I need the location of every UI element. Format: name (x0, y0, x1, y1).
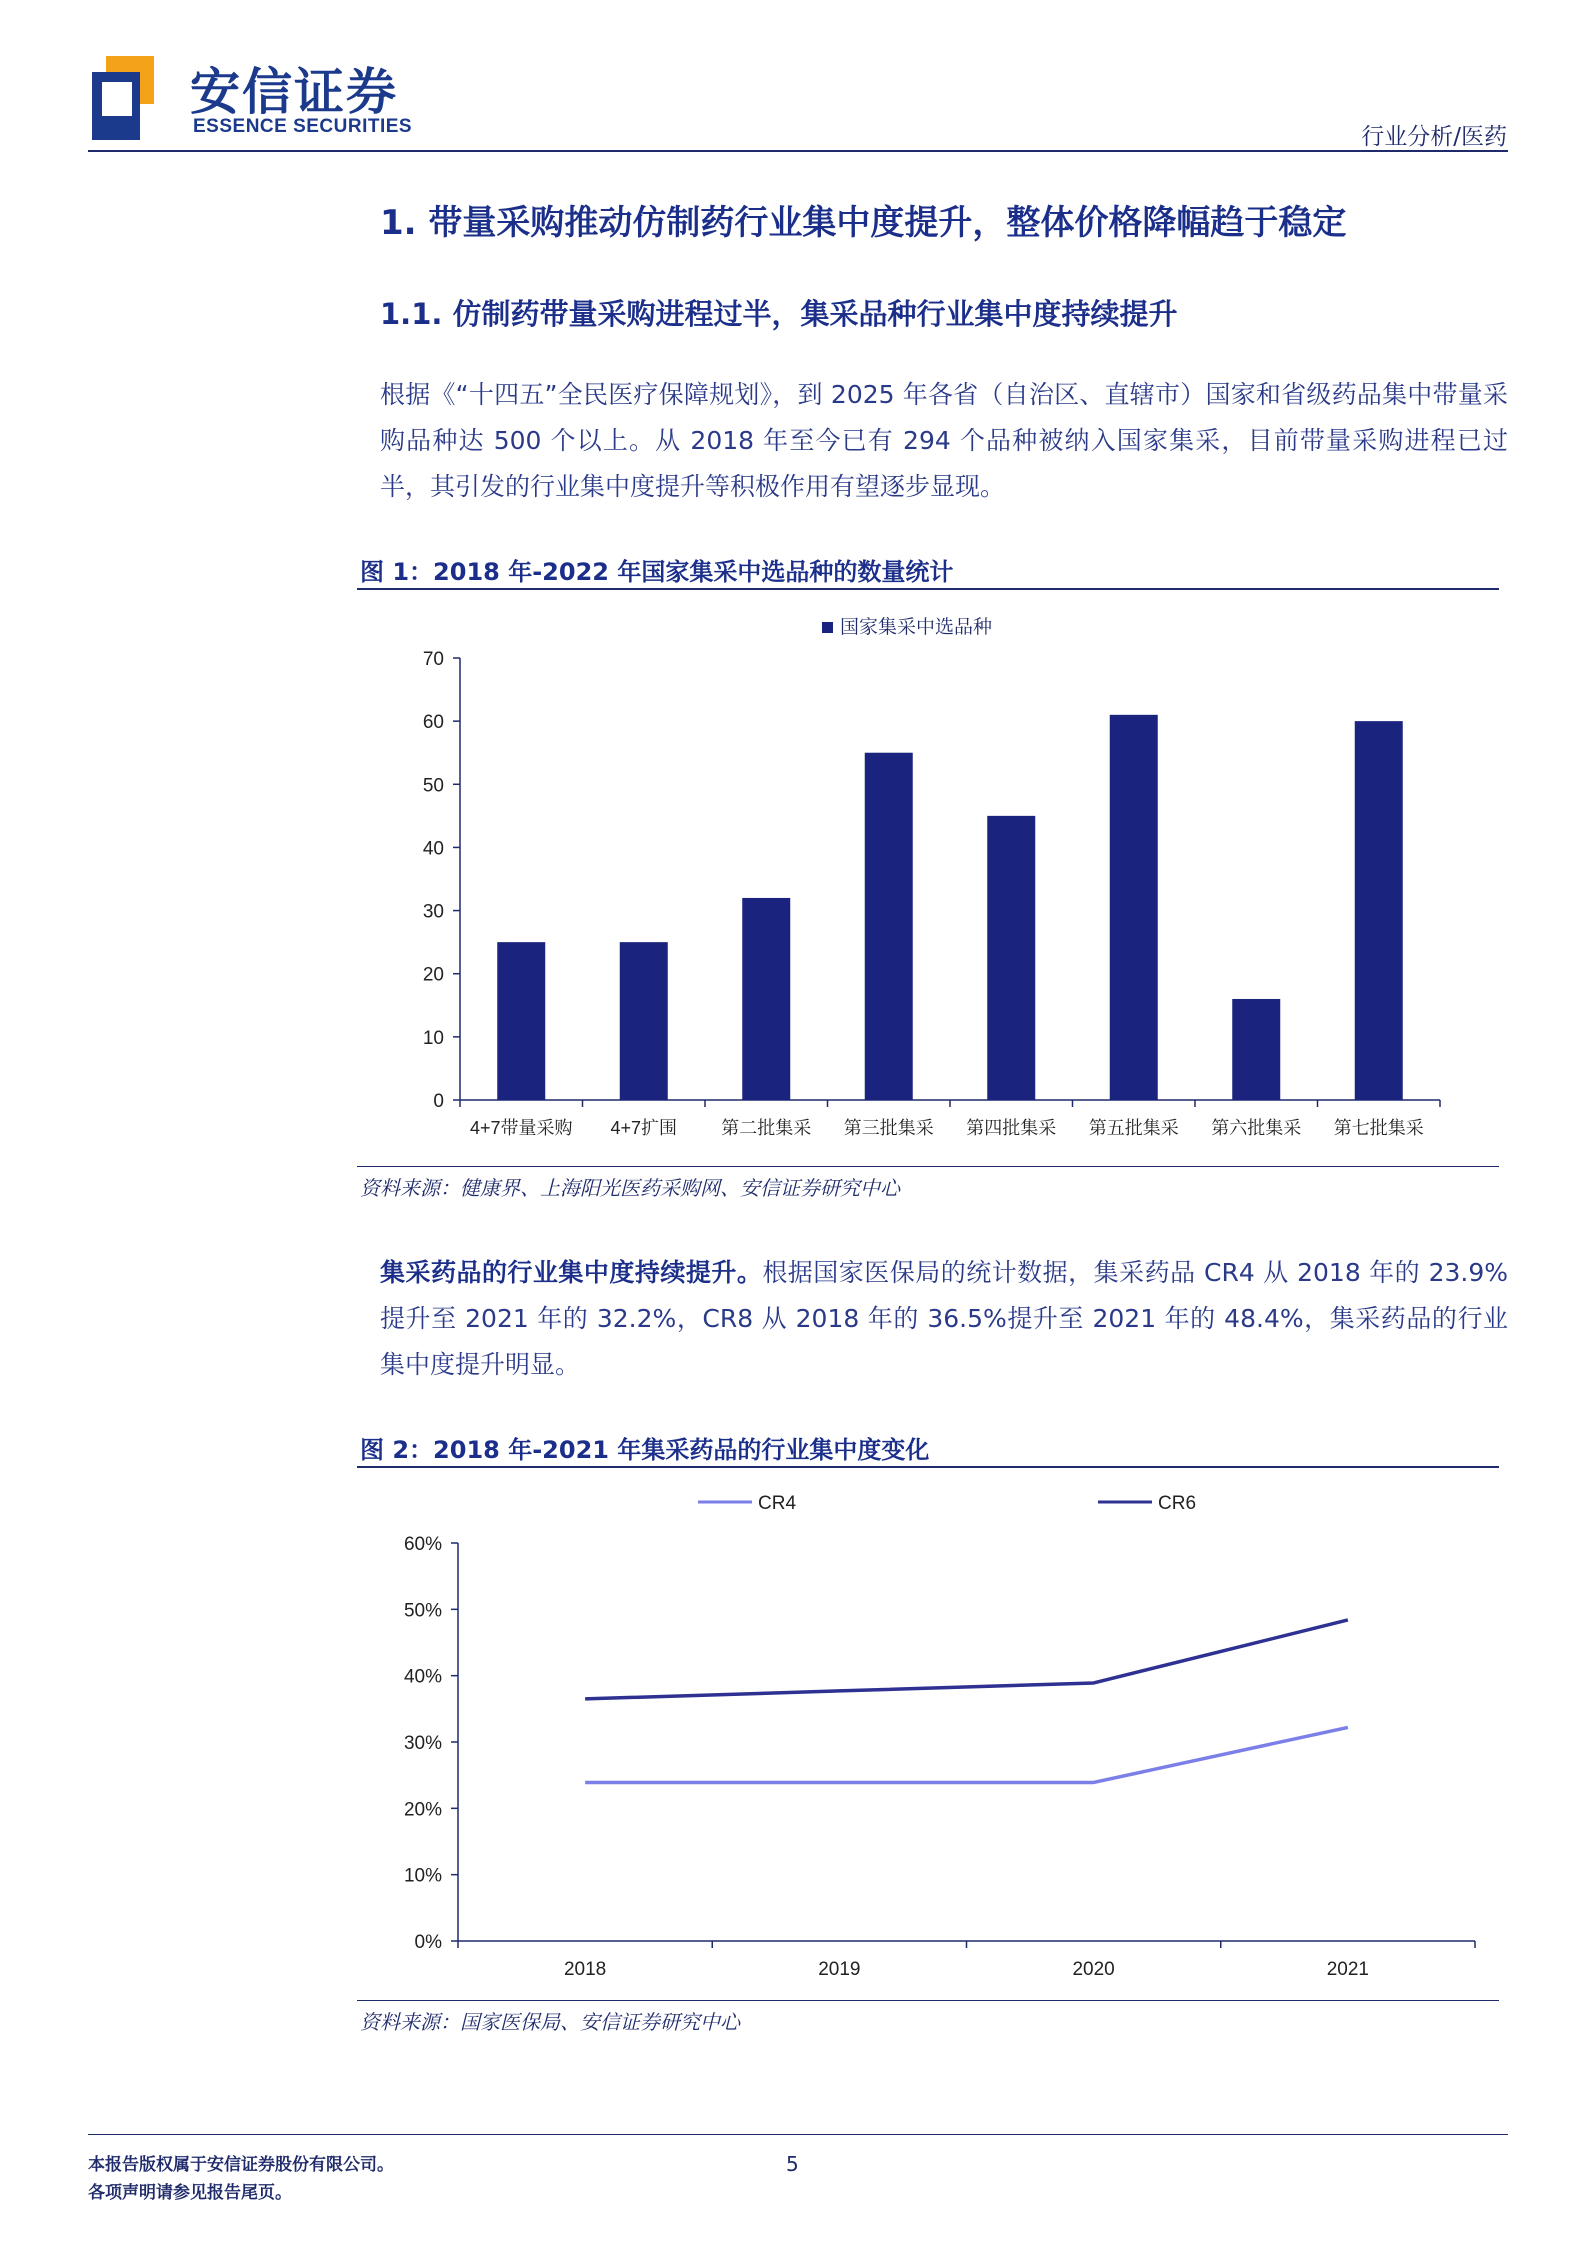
disclaimer-notice: 各项声明请参见报告尾页。 (88, 2183, 292, 2203)
page-number: 5 (786, 2152, 799, 2176)
line-chart (360, 1475, 1500, 1995)
legend-label: CR6 (1158, 1493, 1197, 1514)
x-tick-label: 2019 (818, 1959, 861, 1980)
bar (987, 816, 1035, 1100)
y-tick-label: 20 (422, 964, 444, 986)
concentration-paragraph (380, 1250, 1508, 1388)
section-heading: 1. 带量采购推动仿制药行业集中度提升，整体价格降幅趋于稳定 (380, 203, 1347, 243)
x-tick-label: 第六批集采 (1211, 1118, 1302, 1138)
bar (620, 942, 668, 1100)
figure1-caption: 图 1：2018 年-2022 年国家集采中选品种的数量统计 (360, 558, 954, 586)
x-tick-label: 第七批集采 (1333, 1118, 1424, 1138)
series-line-cr6 (585, 1620, 1348, 1699)
y-tick-label: 60 (422, 712, 444, 734)
footer-divider (88, 2134, 1508, 2135)
intro-paragraph: 根据《“十四五”全民医疗保障规划》，到 2025 年各省（自治区、直辖市）国家和省级药品集中带量采购品种达 500 个以上。从 2018 年至今已有 294 个品种被纳入国家集采，目前带量采购进程已过半，其引发的行业集中度提升等积极作用有望逐步显现。 (380, 380, 1508, 501)
y-tick-label: 40% (403, 1666, 442, 1688)
figure2-top-rule (357, 1466, 1499, 1468)
x-tick-label: 2021 (1326, 1959, 1370, 1980)
bar (865, 753, 913, 1100)
y-tick-label: 60% (403, 1534, 442, 1555)
header-divider (88, 150, 1508, 152)
logo-english-name: ESSENCE SECURITIES (193, 116, 413, 137)
y-tick-label: 0 (433, 1091, 444, 1112)
y-tick-label: 20% (403, 1799, 442, 1821)
x-tick-label: 4+7扩围 (610, 1118, 678, 1138)
company-logo-icon (92, 56, 154, 140)
logo-chinese-name: 安信证券 (190, 63, 398, 121)
figure2-bottom-rule (357, 2000, 1499, 2001)
x-tick-label: 第五批集采 (1088, 1118, 1179, 1138)
figure1-source: 资料来源：健康界、上海阳光医药采购网、安信证券研究中心 (360, 1176, 900, 1200)
figure1-top-rule (357, 588, 1499, 590)
y-tick-label: 30 (422, 901, 444, 923)
bar (1355, 721, 1403, 1100)
legend-label: CR4 (758, 1493, 797, 1514)
bar (497, 942, 545, 1100)
bar (742, 898, 790, 1100)
y-tick-label: 10% (403, 1865, 442, 1887)
y-tick-label: 0% (414, 1932, 442, 1953)
figure1-bottom-rule (357, 1166, 1499, 1167)
x-tick-label: 第四批集采 (966, 1118, 1057, 1138)
legend-label: 国家集采中选品种 (840, 617, 993, 638)
bar (1110, 715, 1158, 1100)
copyright-notice: 本报告版权属于安信证券股份有限公司。 (88, 2155, 394, 2175)
report-category: 行业分析/医药 (1361, 124, 1507, 150)
x-tick-label: 第三批集采 (843, 1118, 934, 1138)
paragraph-lead: 集采药品的行业集中度持续提升。 (380, 1258, 763, 1287)
x-tick-label: 2020 (1072, 1959, 1115, 1980)
y-tick-label: 30% (403, 1733, 442, 1754)
x-tick-label: 第二批集采 (721, 1118, 812, 1138)
bar-chart (360, 600, 1500, 1160)
y-tick-label: 50 (422, 775, 444, 797)
x-tick-label: 2018 (563, 1959, 607, 1980)
x-tick-label: 4+7带量采购 (469, 1118, 573, 1138)
y-tick-label: 10 (422, 1027, 444, 1049)
paragraph-body: 根据国家医保局的统计数据，集采药品 CR4 从 2018 年的 23.9%提升至 2021 年的 32.2%，CR8 从 2018 年的 36.5%提升至 2021 年的 48.4%，集采药品的行业集中度提升明显。 (380, 1258, 1508, 1379)
y-tick-label: 40 (422, 838, 444, 860)
subsection-heading: 1.1. 仿制药带量采购进程过半，集采品种行业集中度持续提升 (380, 297, 1178, 331)
y-tick-label: 50% (403, 1600, 442, 1622)
y-tick-label: 70 (422, 649, 444, 670)
legend-swatch (822, 622, 833, 633)
figure2-caption: 图 2：2018 年-2021 年集采药品的行业集中度变化 (360, 1436, 930, 1464)
bar (1232, 999, 1280, 1100)
figure2-source: 资料来源：国家医保局、安信证券研究中心 (360, 2010, 740, 2034)
series-line-cr4 (585, 1727, 1348, 1782)
